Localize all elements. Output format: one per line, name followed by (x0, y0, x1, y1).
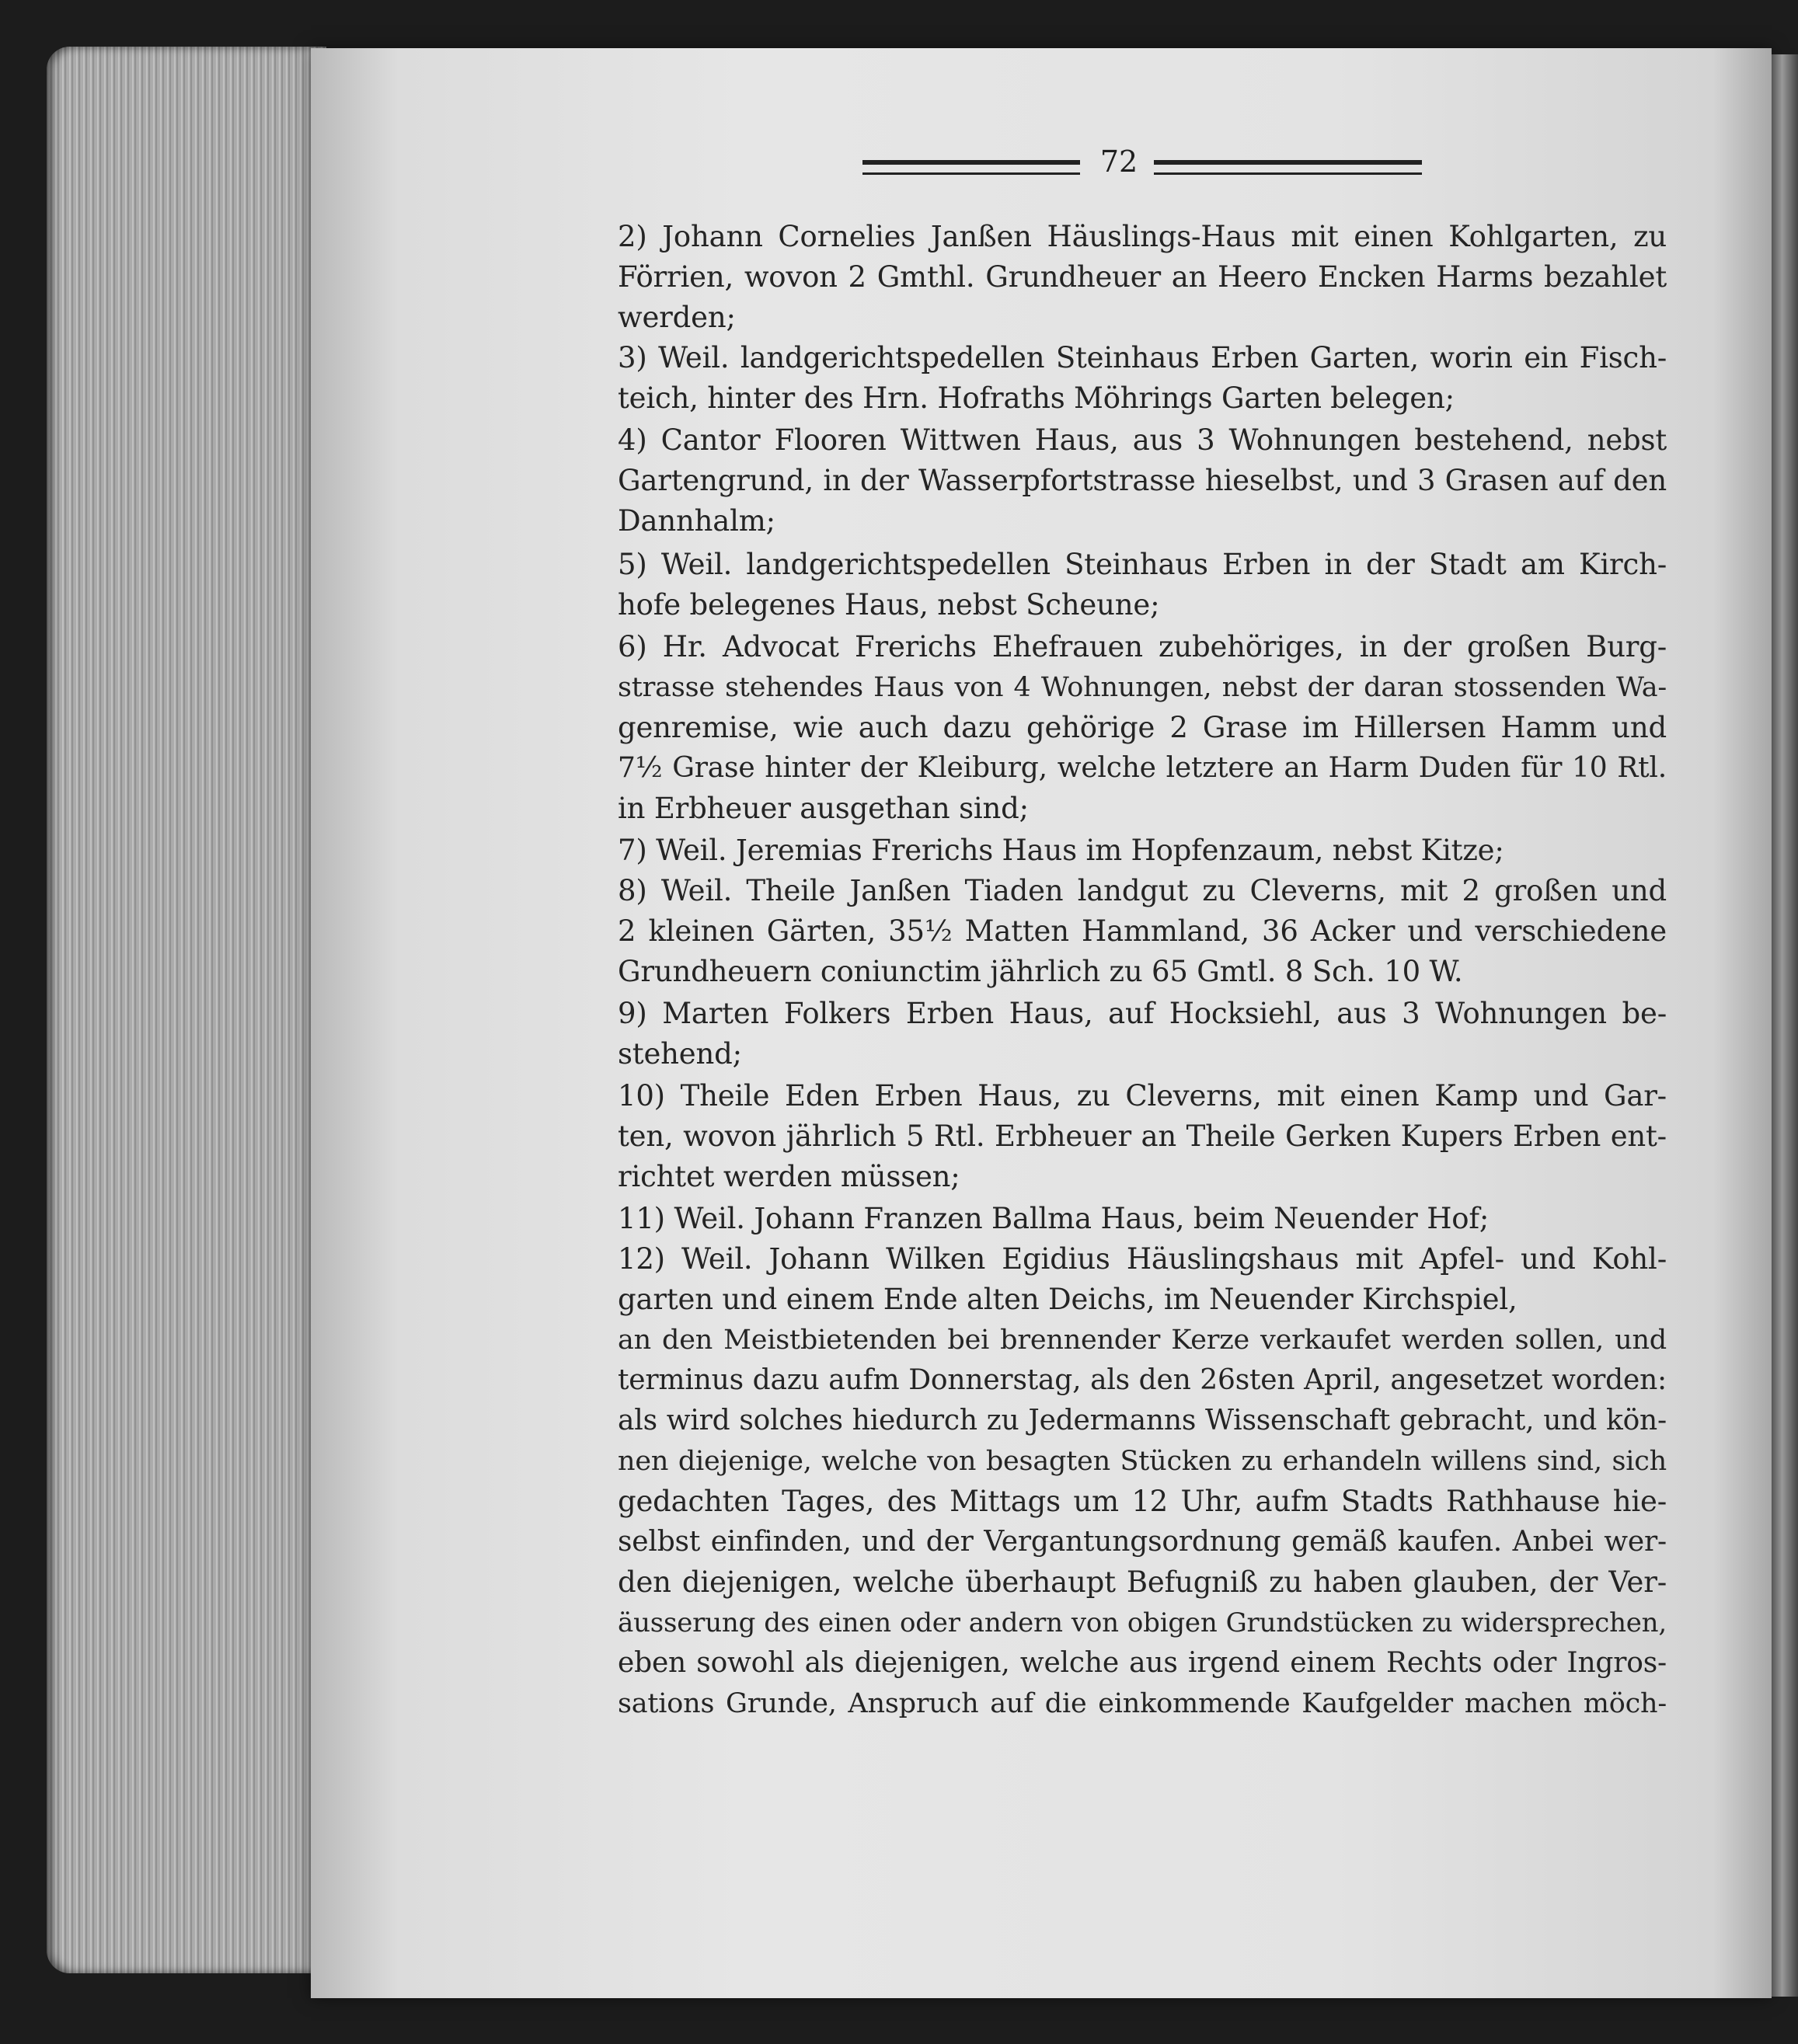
text-line: 10) Theile Eden Erben Haus, zu Cleverns, mit einen Kamp und Gar- (618, 1079, 1667, 1113)
text-line: werden; (618, 301, 736, 334)
text-line: sations Grunde, Anspruch auf die einkommende Kaufgelder machen möch- (618, 1688, 1667, 1719)
text-line: garten und einem Ende alten Deichs, im Neuender Kirchspiel, (618, 1283, 1517, 1316)
text-line: stehend; (618, 1037, 742, 1071)
text-line: in Erbheuer ausgethan sind; (618, 792, 1029, 825)
text-line: nen diejenige, welche von besagten Stücken zu erhandeln willens sind, sich (618, 1446, 1667, 1477)
text-line: 2) Johann Cornelies Janßen Häuslings-Haus mit einen Kohlgarten, zu (618, 220, 1667, 253)
text-line: terminus dazu aufm Donnerstag, als den 26sten April, angesetzet worden: (618, 1364, 1667, 1396)
text-line: Gartengrund, in der Wasserpfortstrasse hieselbst, und 3 Grasen auf den (618, 464, 1667, 497)
text-line: 12) Weil. Johann Wilken Egidius Häuslingshaus mit Apfel- und Kohl- (618, 1242, 1667, 1276)
text-line: 3) Weil. landgerichtspedellen Steinhaus Erben Garten, worin ein Fisch- (618, 341, 1667, 374)
text-line: hofe belegenes Haus, nebst Scheune; (618, 588, 1160, 622)
page-right-edge (1772, 54, 1798, 1997)
text-line: äusserung des einen oder andern von obigen Grundstücken zu widersprechen, (618, 1607, 1667, 1638)
header-rule-right (1154, 160, 1422, 175)
text-line: 8) Weil. Theile Janßen Tiaden landgut zu Cleverns, mit 2 großen und (618, 874, 1667, 907)
text-line: 6) Hr. Advocat Frerichs Ehefrauen zubehöriges, in der großen Burg- (618, 630, 1667, 663)
text-line: ten, wovon jährlich 5 Rtl. Erbheuer an Theile Gerken Kupers Erben ent- (618, 1119, 1667, 1153)
text-line: Dannhalm; (618, 504, 775, 538)
text-line: teich, hinter des Hrn. Hofraths Möhrings Garten belegen; (618, 381, 1455, 415)
text-line: Grundheuern coniunctim jährlich zu 65 Gmtl. 8 Sch. 10 W. (618, 955, 1463, 988)
text-line: 7) Weil. Jeremias Frerichs Haus im Hopfenzaum, nebst Kitze; (618, 834, 1504, 867)
text-line: an den Meistbietenden bei brennender Kerze verkaufet werden sollen, und (618, 1325, 1667, 1356)
text-line: 9) Marten Folkers Erben Haus, auf Hocksiehl, aus 3 Wohnungen be- (618, 997, 1667, 1030)
text-line: genremise, wie auch dazu gehörige 2 Grase im Hillersen Hamm und (618, 711, 1667, 744)
text-line: 7½ Grase hinter der Kleiburg, welche letztere an Harm Duden für 10 Rtl. (618, 752, 1667, 784)
text-line: den diejenigen, welche überhaupt Befugniß zu haben glauben, der Ver- (618, 1565, 1667, 1599)
text-line: gedachten Tages, des Mittags um 12 Uhr, aufm Stadts Rathhause hie- (618, 1485, 1667, 1518)
text-line: richtet werden müssen; (618, 1160, 960, 1193)
text-line: als wird solches hiedurch zu Jedermanns Wissenschaft gebracht, und kön- (618, 1405, 1667, 1436)
page-stack-edges (47, 47, 326, 1973)
page-number: 72 (1099, 145, 1138, 179)
text-line: 5) Weil. landgerichtspedellen Steinhaus Erben in der Stadt am Kirch- (618, 548, 1667, 581)
text-line: eben sowohl als diejenigen, welche aus irgend einem Rechts oder Ingros- (618, 1647, 1667, 1679)
page-header (862, 145, 1422, 183)
text-line: strasse stehendes Haus von 4 Wohnungen, nebst der daran stossenden Wa- (618, 672, 1667, 703)
text-line: selbst einfinden, und der Vergantungsordnung gemäß kaufen. Anbei wer- (618, 1526, 1667, 1558)
text-line: 4) Cantor Flooren Wittwen Haus, aus 3 Wohnungen bestehend, nebst (618, 423, 1667, 457)
text-line: Förrien, wovon 2 Gmthl. Grundheuer an Heero Encken Harms bezahlet (618, 260, 1667, 294)
text-line: 2 kleinen Gärten, 35½ Matten Hammland, 36 Acker und verschiedene (618, 914, 1667, 948)
header-rule-left (862, 160, 1080, 175)
text-line: 11) Weil. Johann Franzen Ballma Haus, beim Neuender Hof; (618, 1202, 1490, 1235)
